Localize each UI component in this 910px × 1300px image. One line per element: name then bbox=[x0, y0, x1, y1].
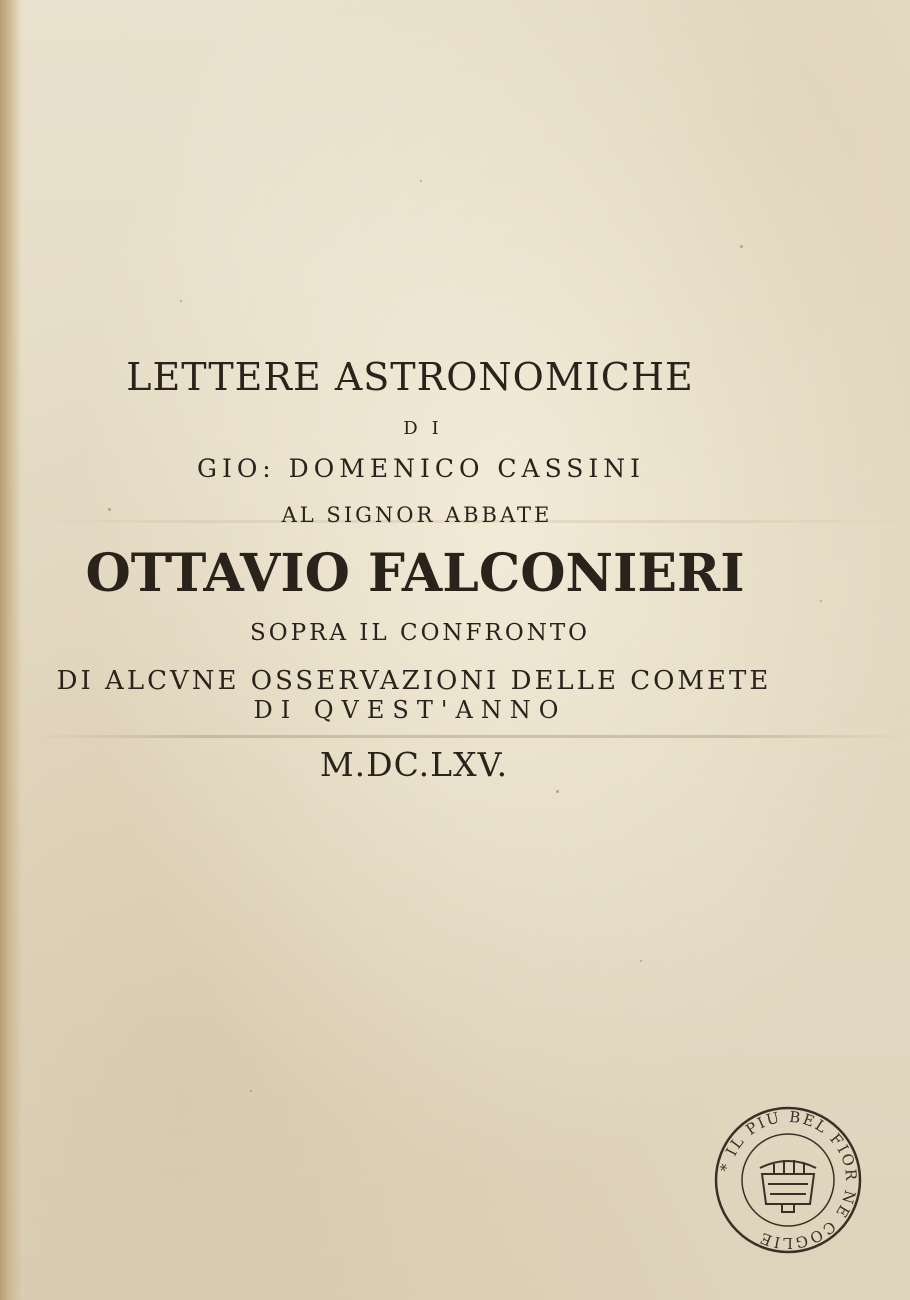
subject-line-1: SOPRA IL CONFRONTO bbox=[249, 620, 591, 646]
recipient-name: OTTAVIO FALCONIERI bbox=[85, 543, 745, 604]
author-line: GIO: DOMENICO CASSINI bbox=[196, 454, 646, 483]
subject-line-2: DI ALCVNE OSSERVAZIONI DELLE COMETE bbox=[56, 666, 772, 696]
page-left-edge bbox=[0, 0, 22, 1300]
dedication-line: AL SIGNOR ABBATE bbox=[281, 503, 553, 527]
paper-speck bbox=[556, 790, 559, 793]
paper-speck bbox=[108, 508, 111, 511]
paper-speck bbox=[180, 300, 182, 302]
library-stamp bbox=[712, 1104, 864, 1256]
paper-speck bbox=[640, 960, 642, 962]
title-line-1: LETTERE ASTRONOMICHE bbox=[126, 355, 694, 399]
paper-speck bbox=[820, 600, 822, 602]
subject-line-3: DI QVEST'ANNO bbox=[253, 696, 567, 724]
title-line-2: DI bbox=[403, 418, 453, 439]
paper-speck bbox=[420, 180, 422, 182]
stamp-emblem-icon bbox=[760, 1160, 816, 1212]
paper-speck bbox=[740, 245, 743, 248]
paper-crease bbox=[30, 735, 910, 738]
stamp-motto: * IL PIU BEL FIOR NE COGLIE bbox=[716, 1107, 861, 1253]
publication-year: M.DC.LXV. bbox=[319, 745, 509, 784]
paper-speck bbox=[250, 1090, 252, 1092]
